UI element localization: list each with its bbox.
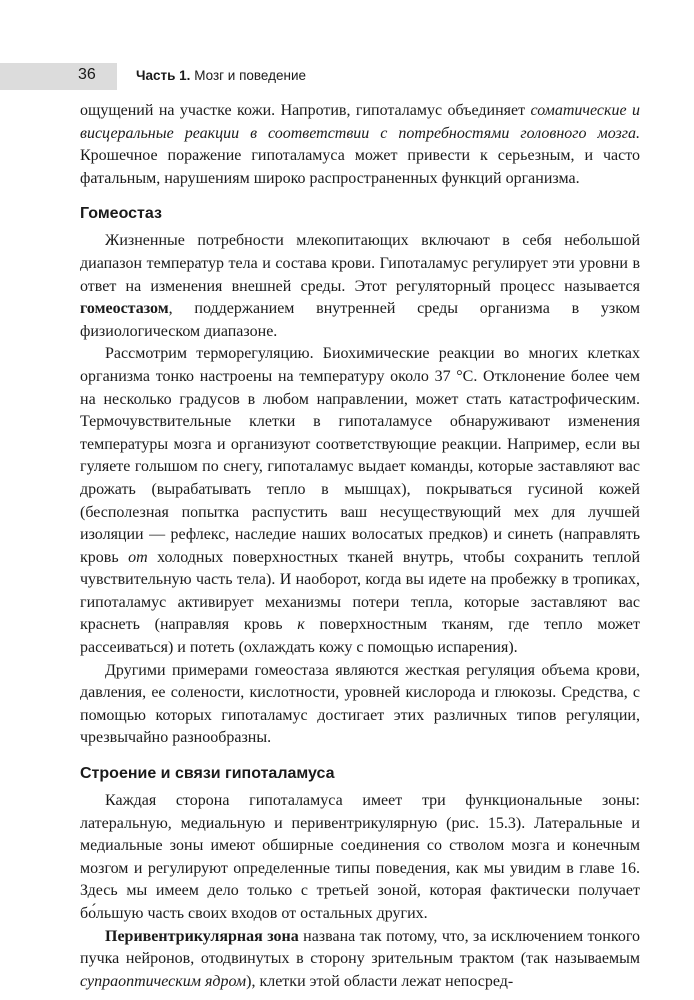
bold-term: гомеостазом <box>80 300 169 318</box>
page-number: 36 <box>78 66 96 83</box>
text-run: Крошечное поражение гипоталамуса может привести к серьезным, и часто фатальным, нарушениям широко распространенных функций организма. <box>80 147 640 187</box>
header-band <box>0 63 117 90</box>
text-run: названа так потому, что, за исключением тонкого пучка нейронов, отодвинутых в сторону зрительным трактом (так называемым <box>80 927 640 968</box>
section-heading-structure: Строение и связи гипоталамуса <box>80 765 335 783</box>
text-run: , поддержанием внутренней среды организма в узком физиологическом диапазоне. <box>80 300 640 340</box>
section-heading-homeostasis: Гомеостаз <box>80 205 162 223</box>
part-label: Часть 1. <box>136 68 191 83</box>
bold-term: Перивентрикулярная зона <box>105 927 299 945</box>
paragraph-thermoregulation <box>80 343 640 659</box>
page-body <box>80 100 640 993</box>
paragraph-homeostasis-intro <box>80 230 640 343</box>
part-title: Мозг и поведение <box>194 68 307 83</box>
text-run: холодных поверхностных тканей внутрь, чтобы сохранить теплой чувствительную часть тела). И наоборот, когда вы идете на пробежку в тропиках, гипоталамус активирует механизмы потери тепла, которые заставляют вас краснеть (направляя кровь <box>80 548 640 634</box>
italic-run: от <box>128 548 148 566</box>
paragraph-zones: Каждая сторона гипоталамуса имеет три функциональные зоны: латеральную, медиальную и перивентрикулярную (рис. 15.3). Латеральные и медиальные зоны имеют обширные соединения со стволом мозга и конечным мозгом и регулируют определенные типы поведения, как мы увидим в главе 16. Здесь мы имеем дело только с третьей зоной, которая фактически получает бо́льшую часть своих входов от остальных других. <box>80 792 640 922</box>
paragraph-continuation <box>80 100 640 190</box>
text-run: ), клетки этой области лежат непосред- <box>246 972 514 990</box>
text-run: Жизненные потребности млекопитающих включают в себя небольшой диапазон температур тела и состава крови. Гипоталамус регулирует эти уровни в ответ на изменения внешней среды. Этот регуляторный процесс называется <box>80 232 640 295</box>
italic-run: соматические и висцеральные реакции в соответствии с потребностями головного мозга. <box>80 102 640 142</box>
italic-run: к <box>297 616 305 634</box>
paragraph-periventricular <box>80 926 640 994</box>
running-head <box>136 68 306 83</box>
text-run: ощущений на участке кожи. Напротив, гипоталамус объединяет <box>80 102 531 119</box>
running-header <box>0 63 694 90</box>
paragraph-homeostasis-examples: Другими примерами гомеостаза являются жесткая регуляция объема крови, давления, ее солености, кислотности, уровней кислорода и глюкозы. Средства, с помощью которых гипоталамус достигает этих различных типов регуляции, чрезвычайно разнообразны. <box>80 661 640 747</box>
text-run: Рассмотрим терморегуляцию. Биохимические реакции во многих клетках организма тонко настроены на температуру около 37 °С. Отклонение более чем на несколько градусов в любом направлении, может стать катастрофическим. Термочувствительные клетки в гипоталамусе обнаруживают изменения температуры мозга и организуют соответствующие реакции. Например, если вы гуляете голышом по снегу, гипоталамус выдает команды, которые заставляют вас дрожать (вырабатывать тепло в мышцах), покрываться гусиной кожей (бесполезная попытка распустить ваш несуществующий мех для лучшей изоляции — рефлекс, наследие наших волосатых предков) и синеть (направлять кровь <box>80 345 640 566</box>
italic-run: супраоптическим ядром <box>80 972 247 990</box>
text-run: поверхностным тканям, где тепло может рассеиваться) и потеть (охлаждать кожу с помощью испарения). <box>80 616 640 657</box>
